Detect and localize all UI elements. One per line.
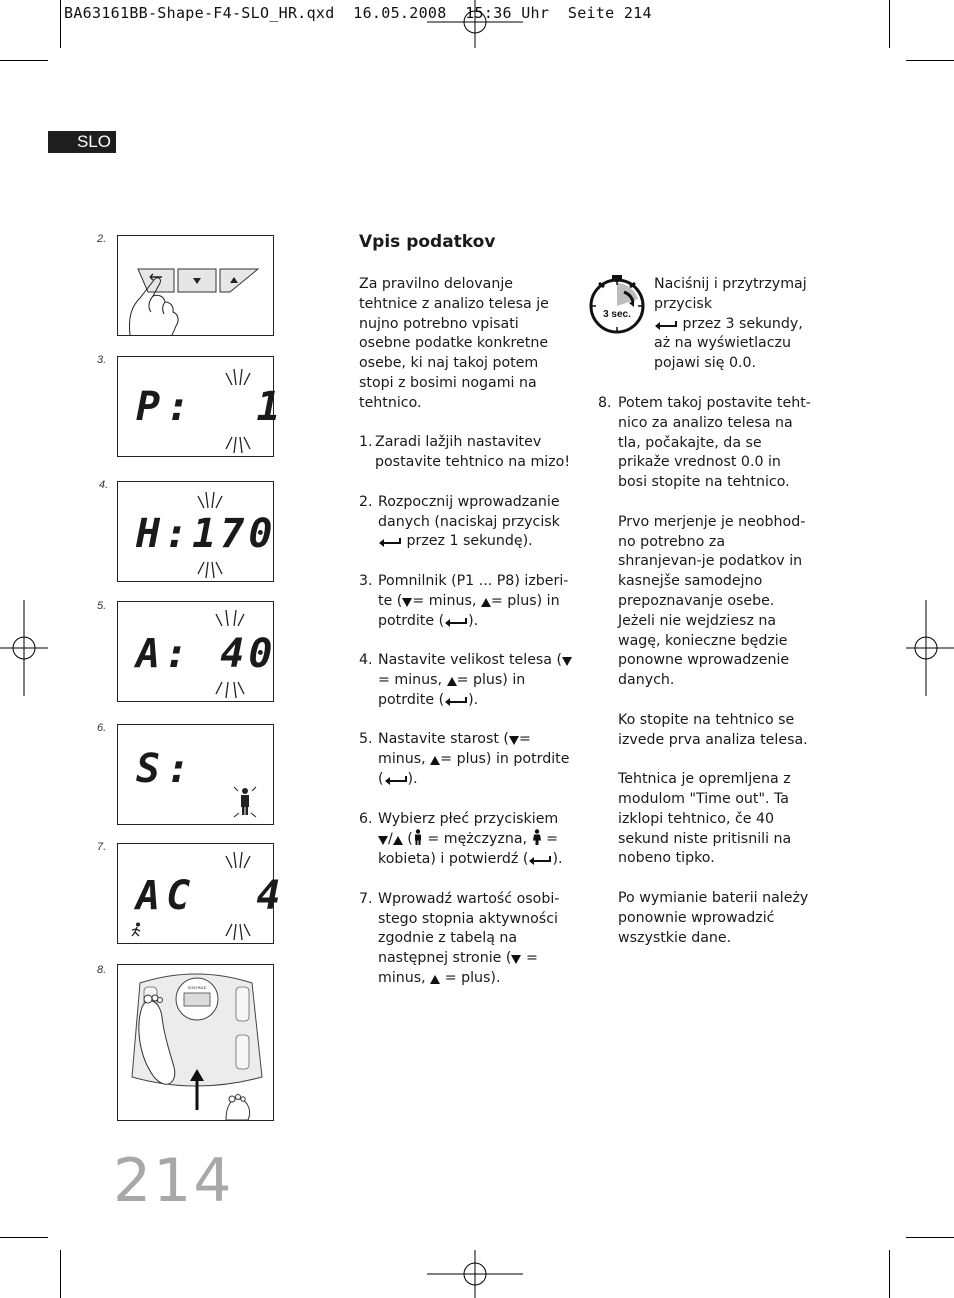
section-title: Vpis podatkov [359, 232, 496, 252]
registration-mark-bottom [427, 1250, 523, 1298]
lcd-readout: AC 4 [136, 873, 287, 919]
page-number: 214 [113, 1146, 234, 1216]
down-triangle-icon [562, 656, 572, 666]
timeout-paragraph: Tehtnica je opremljena z modulom "Time out". Ta izklopi tehtnico, če 40 sekund niste pritisnili na nobeno tipko. [618, 771, 792, 867]
step-5-display-panel [117, 601, 277, 702]
list-item: 8. Potem takoj postavite teht-nico za analizo telesa na tla, počakajte, da se prikaže vrednost 0.0 in bosi stopite na tehtnico. [598, 395, 811, 491]
step-number: 5. [97, 600, 107, 612]
step-3-display-panel [117, 356, 287, 457]
enter-key-icon [654, 320, 678, 330]
step-number: 7. [97, 841, 107, 853]
instructions-column-1 [359, 275, 573, 1008]
lcd-readout: S: [136, 746, 197, 792]
down-triangle-icon [509, 735, 519, 745]
blink-marks [218, 850, 258, 942]
down-triangle-icon [511, 954, 521, 964]
lcd-readout: P: 1 [136, 384, 287, 430]
up-triangle-icon [430, 755, 440, 765]
button-row-illustration [118, 236, 273, 335]
female-icon [532, 829, 542, 845]
blink-marks [190, 490, 230, 580]
step-number: 2. [97, 233, 107, 245]
activity-person-icon [130, 922, 144, 938]
stopwatch-icon [588, 273, 648, 335]
blink-marks [218, 367, 258, 455]
up-triangle-icon [481, 597, 491, 607]
down-triangle-icon [402, 597, 412, 607]
lcd-readout: A: 40 [136, 631, 277, 677]
intro-paragraph: Za pravilno delovanje tehtnice z analizo telesa je nujno potrebno vpisati osebne podatke konkretne osebe, ki naj takoj potem stopi z bosimi nogami na tehtnico. [359, 276, 549, 411]
step-number: 3. [97, 354, 107, 366]
down-triangle-icon [378, 835, 388, 845]
enter-key-icon [444, 617, 468, 627]
scale-brand: SOEHNLE [187, 985, 207, 990]
male-icon [232, 785, 258, 819]
step-7-display-panel [117, 843, 287, 944]
step-8-scale-panel [117, 964, 274, 1121]
enter-key-icon [384, 775, 408, 785]
enter-key-icon [378, 537, 402, 547]
step-4-display-panel [117, 481, 277, 582]
first-measurement-paragraph: Prvo merjenje je neobhod-no potrebno za shranjevan-je podatkov in kasnejše samodejno prepoznavanje osebe. Jeżeli nie wejdziesz na wagę, konieczne będzie ponowne wprowadzenie danych. [618, 513, 806, 689]
list-item: 7. Wprowadź wartość osobi-stego stopnia aktywności zgodnie z tabelą na następnej stronie ( = minus, = plus). [359, 890, 560, 986]
printer-slug: BA63161BB-Shape-F4-SLO_HR.qxd 16.05.2008 15:36 Uhr Seite 214 [64, 4, 652, 22]
step-number: 8. [97, 964, 107, 976]
list-item: 5. Nastavite starost ( = minus, = plus) in potrdite ( ). [359, 731, 570, 787]
blink-marks [208, 608, 252, 700]
registration-mark-right [906, 600, 954, 696]
language-tab: SLO [48, 131, 116, 153]
list-item: 2. Rozpocznij wprowadzanie danych (naciskaj przycisk przez 1 sekundę). [359, 493, 560, 550]
registration-mark-top [427, 0, 523, 48]
scale-illustration [118, 965, 273, 1120]
timer-instruction: Naciśnij i przytrzymaj przycisk przez 3 sekundy, aż na wyświetlaczu pojawi się 0.0. [654, 276, 807, 372]
up-triangle-icon [430, 974, 440, 984]
timer-label: 3 sec. [603, 309, 631, 320]
list-item: 4. Nastavite velikost telesa (= minus, = plus) in potrdite ( ). [359, 651, 573, 710]
enter-key-icon [528, 855, 552, 865]
up-triangle-icon [447, 676, 457, 686]
step-number: 6. [97, 722, 107, 734]
battery-paragraph: Po wymianie baterii należy ponownie wprowadzić wszystkie dane. [618, 889, 809, 946]
up-triangle-icon [393, 835, 403, 845]
step-number: 4. [99, 479, 109, 491]
list-item: 6. Wybierz płeć przyciskiem / ( = mężczyzna, = kobieta) i potwierdź ( ). [359, 810, 563, 868]
list-item: 1. Zaradi lažjih nastavitev postavite tehtnico na mizo! [359, 434, 571, 471]
list-item: 3. Pomnilnik (P1 ... P8) izberi-te ( = minus, = plus) in potrdite ( ). [359, 572, 569, 629]
step-on-paragraph: Ko stopite na tehtnico se izvede prva analiza telesa. [618, 711, 808, 748]
lcd-readout: H:170 [136, 511, 277, 557]
enter-key-icon [444, 696, 468, 706]
male-icon [413, 829, 423, 845]
registration-mark-left [0, 600, 48, 696]
step-2-buttons-panel [117, 235, 274, 336]
step-6-display-panel [117, 724, 274, 825]
instructions-column-2 [598, 394, 813, 968]
